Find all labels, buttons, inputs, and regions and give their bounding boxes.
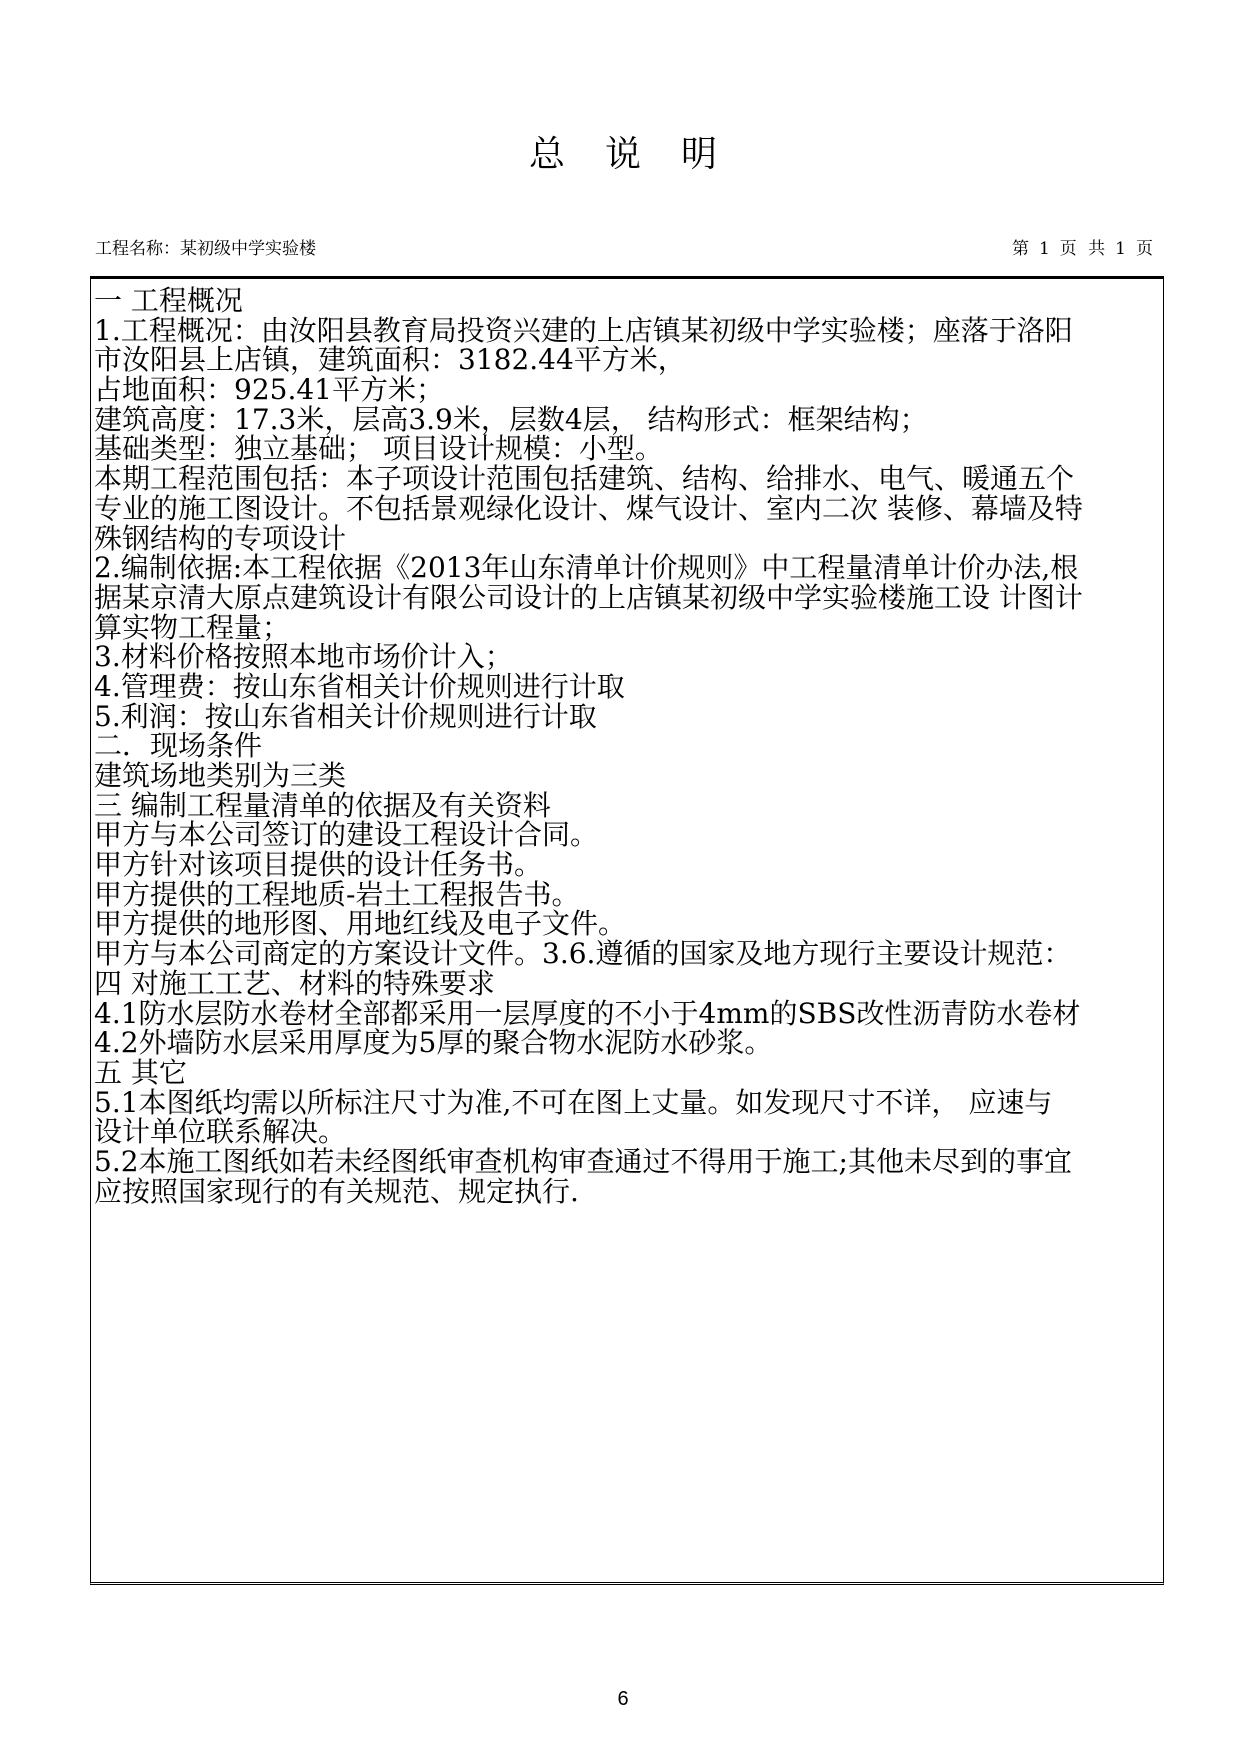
description-line: 5.2本施工图纸如若未经图纸审查机构审查通过不得用于施工;其他未尽到的事宜 [94, 1144, 1072, 1178]
description-line: 甲方提供的工程地质-岩土工程报告书。 [94, 877, 580, 911]
description-line: 建筑场地类别为三类 [94, 759, 347, 792]
description-line: 一 工程概况 [94, 284, 243, 317]
description-line: 殊钢结构的专项设计 [94, 521, 347, 555]
page-suffix: 页 [1136, 239, 1153, 259]
description-line: 3.材料价格按照本地市场价计入； [94, 640, 513, 674]
description-line: 应按照国家现行的有关规范、规定执行. [94, 1174, 579, 1208]
description-line: 甲方针对该项目提供的设计任务书。 [94, 848, 543, 882]
project-name: 工程名称：某初级中学实验楼 [95, 239, 316, 259]
description-line: 二．现场条件 [94, 729, 263, 763]
page-mid: 页 共 [1059, 239, 1106, 259]
page-current: 1 [1038, 239, 1050, 259]
description-line: 建筑高度：17.3米，层高3.9米，层数4层， 结构形式：框架结构； [94, 402, 928, 436]
page-number: 6 [617, 1688, 629, 1710]
description-line: 专业的施工图设计。不包括景观绿化设计、煤气设计、室内二次 装修、幕墙及特 [94, 491, 1083, 525]
description-line: 甲方与本公司签订的建设工程设计合同。 [94, 818, 599, 852]
description-line: 甲方与本公司商定的方案设计文件。3.6.遵循的国家及地方现行主要设计规范： [94, 937, 1072, 971]
description-line: 三 编制工程量清单的依据及有关资料 [94, 788, 551, 822]
description-line: 设计单位联系解决。 [94, 1115, 347, 1149]
description-line: 4.2外墙防水层采用厚度为5厚的聚合物水泥防水砂浆。 [94, 1026, 773, 1060]
description-line: 五 其它 [94, 1055, 187, 1089]
page-total: 1 [1115, 239, 1126, 259]
description-line: 基础类型：独立基础； 项目设计规模：小型。 [94, 432, 663, 466]
description-content [94, 286, 1163, 1206]
description-line: 占地面积：925.41平方米； [94, 373, 444, 407]
description-line: 1.工程概况：由汝阳县教育局投资兴建的上店镇某初级中学实验楼；座落于洛阳 [94, 313, 1073, 347]
description-line: 四 对施工工艺、材料的特殊要求 [94, 966, 495, 1000]
description-line: 4.管理费：按山东省相关计价规则进行计取 [94, 669, 625, 703]
description-line: 5.利润：按山东省相关计价规则进行计取 [94, 699, 597, 733]
description-line: 2.编制依据:本工程依据《2013年山东清单计价规则》中工程量清单计价办法,根 [94, 551, 1079, 585]
description-line: 5.1本图纸均需以所标注尺寸为准,不可在图上丈量。如发现尺寸不详， 应速与 [94, 1085, 1053, 1119]
description-box [90, 276, 1164, 1585]
description-line: 4.1防水层防水卷材全部都采用一层厚度的不小于4mm的SBS改性沥青防水卷材 [94, 996, 1081, 1030]
description-line: 市汝阳县上店镇，建筑面积：3182.44平方米， [94, 343, 686, 377]
description-line: 据某京清大原点建筑设计有限公司设计的上店镇某初级中学实验楼施工设 计图计 [94, 580, 1083, 614]
page-prefix: 第 [1011, 239, 1029, 259]
page-title: 总说明 [528, 134, 757, 175]
page-info [1002, 238, 1153, 260]
description-line: 算实物工程量； [94, 610, 291, 644]
description-line: 甲方提供的地形图、用地红线及电子文件。 [94, 907, 627, 941]
description-line: 本期工程范围包括：本子项设计范围包括建筑、结构、给排水、电气、暖通五个 [94, 462, 1075, 496]
